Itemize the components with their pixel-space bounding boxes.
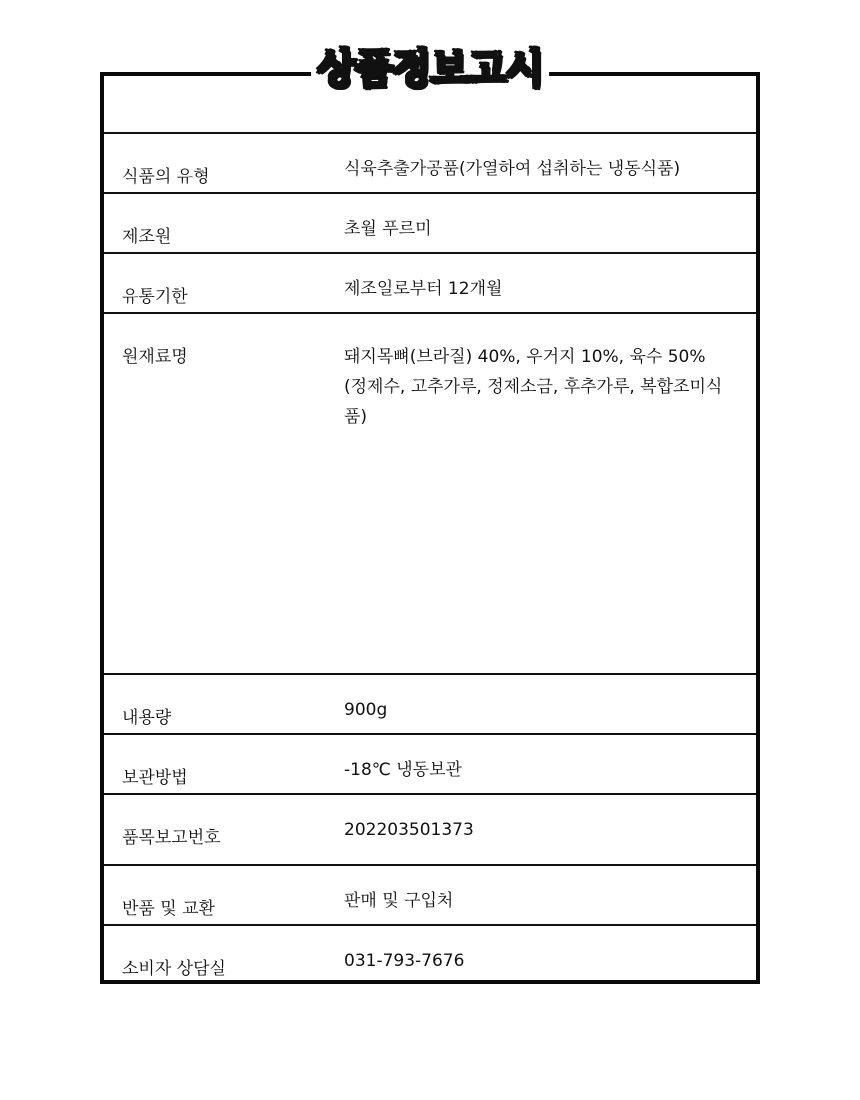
page-title: 상품정보고시 <box>311 44 549 94</box>
row-label: 식품의 유형 <box>122 167 210 187</box>
row-value: -18℃ 냉동보관 <box>344 760 462 780</box>
row-value: 판매 및 구입처 <box>344 891 454 911</box>
row-value: 식육추출가공품(가열하여 섭취하는 냉동식품) <box>344 159 681 179</box>
row-value: 돼지목뼈(브라질) 40%, 우거지 10%, 육수 50% (정제수, 고추가루, 정제소금, 후추가루, 복합조미식품) <box>344 347 723 427</box>
table-row-returns <box>104 866 756 926</box>
table-row-manufacturer <box>104 194 756 254</box>
table-row-report-number <box>104 795 756 866</box>
table-row-expiry <box>104 254 756 314</box>
row-label: 소비자 상담실 <box>122 959 226 979</box>
row-label: 반품 및 교환 <box>122 899 215 919</box>
row-label: 제조원 <box>122 227 172 247</box>
row-value: 제조일로부터 12개월 <box>344 279 503 299</box>
row-label: 원재료명 <box>122 347 188 367</box>
row-value: 900g <box>344 700 388 720</box>
row-label: 보관방법 <box>122 768 188 788</box>
product-info-table <box>100 46 760 984</box>
table-row-content-amount <box>104 675 756 735</box>
row-value: 초월 푸르미 <box>344 219 432 239</box>
table-row-storage <box>104 735 756 795</box>
row-value: 031-793-7676 <box>344 951 465 971</box>
row-value: 202203501373 <box>344 820 474 840</box>
row-label: 유통기한 <box>122 287 188 307</box>
row-label: 내용량 <box>122 708 172 728</box>
row-label: 품목보고번호 <box>122 828 221 848</box>
title-row <box>104 46 756 134</box>
table-row-food-type <box>104 134 756 194</box>
table-row-consumer-center <box>104 926 756 984</box>
table-row-ingredients <box>104 314 756 675</box>
